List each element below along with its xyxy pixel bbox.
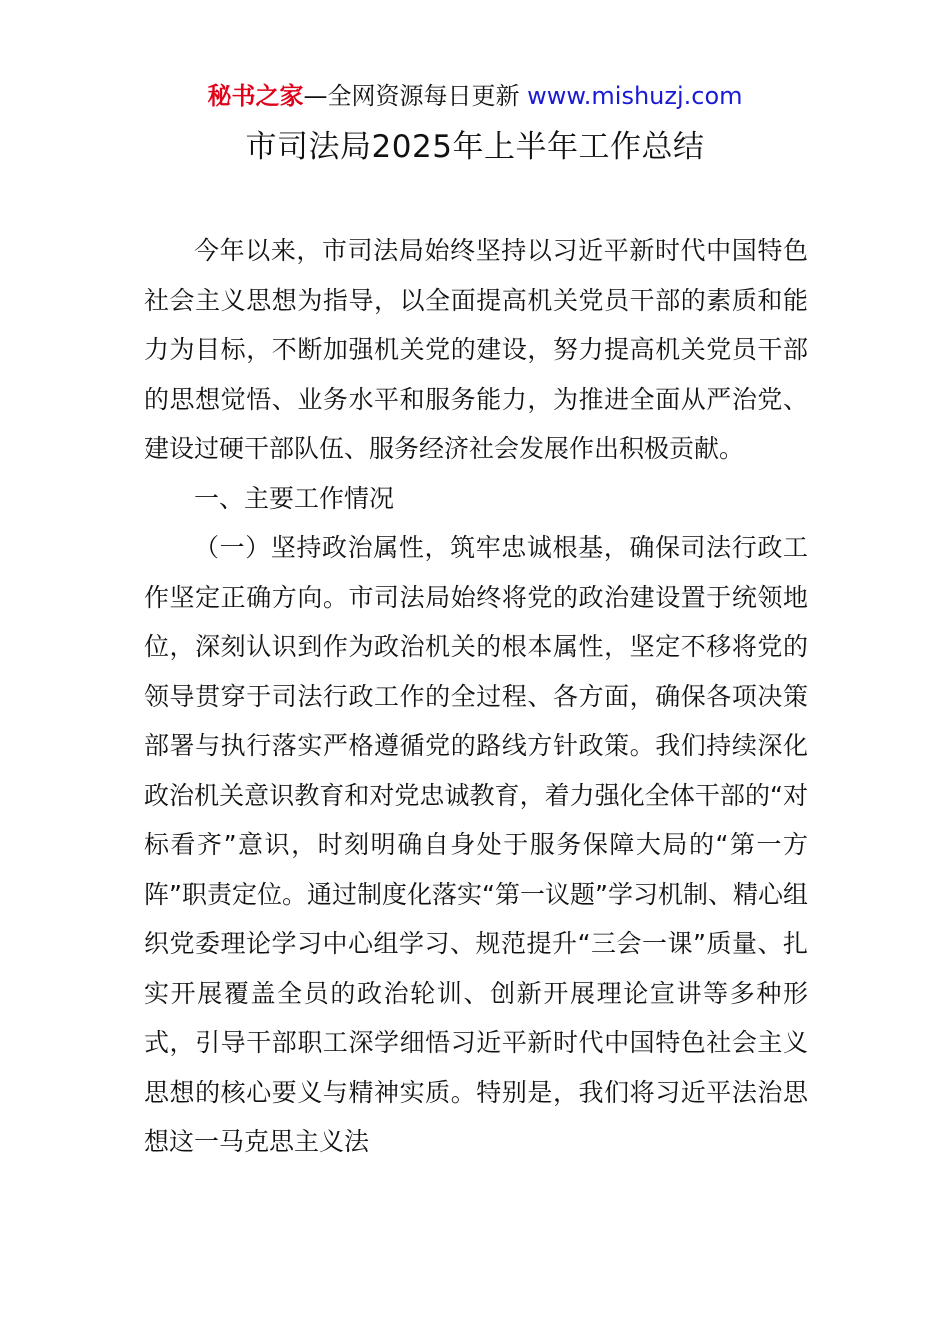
brand-name: 秘书之家 <box>207 82 304 110</box>
site-url-link[interactable]: www.mishuzj.com <box>527 82 743 110</box>
document-title: 市司法局2025年上半年工作总结 <box>245 129 705 165</box>
site-header <box>0 80 950 112</box>
document-body <box>144 226 808 1167</box>
intro-paragraph: 今年以来，市司法局始终坚持以习近平新时代中国特色社会主义思想为指导，以全面提高机关党员干部的素质和能力为目标，不断加强机关党的建设，努力提高机关党员干部的思想觉悟、业务水平和服务能力，为推进全面从严治党、建设过硬干部队伍、服务经济社会发展作出积极贡献。 <box>144 236 808 463</box>
section-paragraph: （一）坚持政治属性，筑牢忠诚根基，确保司法行政工作坚定正确方向。市司法局始终将党的政治建设置于统领地位，深刻认识到作为政治机关的根本属性，坚定不移将党的领导贯穿于司法行政工作的全过程、各方面，确保各项决策部署与执行落实严格遵循党的路线方针政策。我们持续深化政治机关意识教育和对党忠诚教育，着力强化全体干部的“对标看齐”意识，时刻明确自身处于服务保障大局的“第一方阵”职责定位。通过制度化落实“第一议题”学习机制、精心组织党委理论学习中心组学习、规范提升“三会一课”质量、扎实开展覆盖全员的政治轮训、创新开展理论宣讲等多种形式，引导干部职工深学细悟习近平新时代中国特色社会主义思想的核心要义与精神实质。特别是，我们将习近平法治思想这一马克思主义法 <box>144 533 808 1156</box>
section-heading: 一、主要工作情况 <box>194 483 395 513</box>
header-tagline: —全网资源每日更新 <box>303 82 528 110</box>
